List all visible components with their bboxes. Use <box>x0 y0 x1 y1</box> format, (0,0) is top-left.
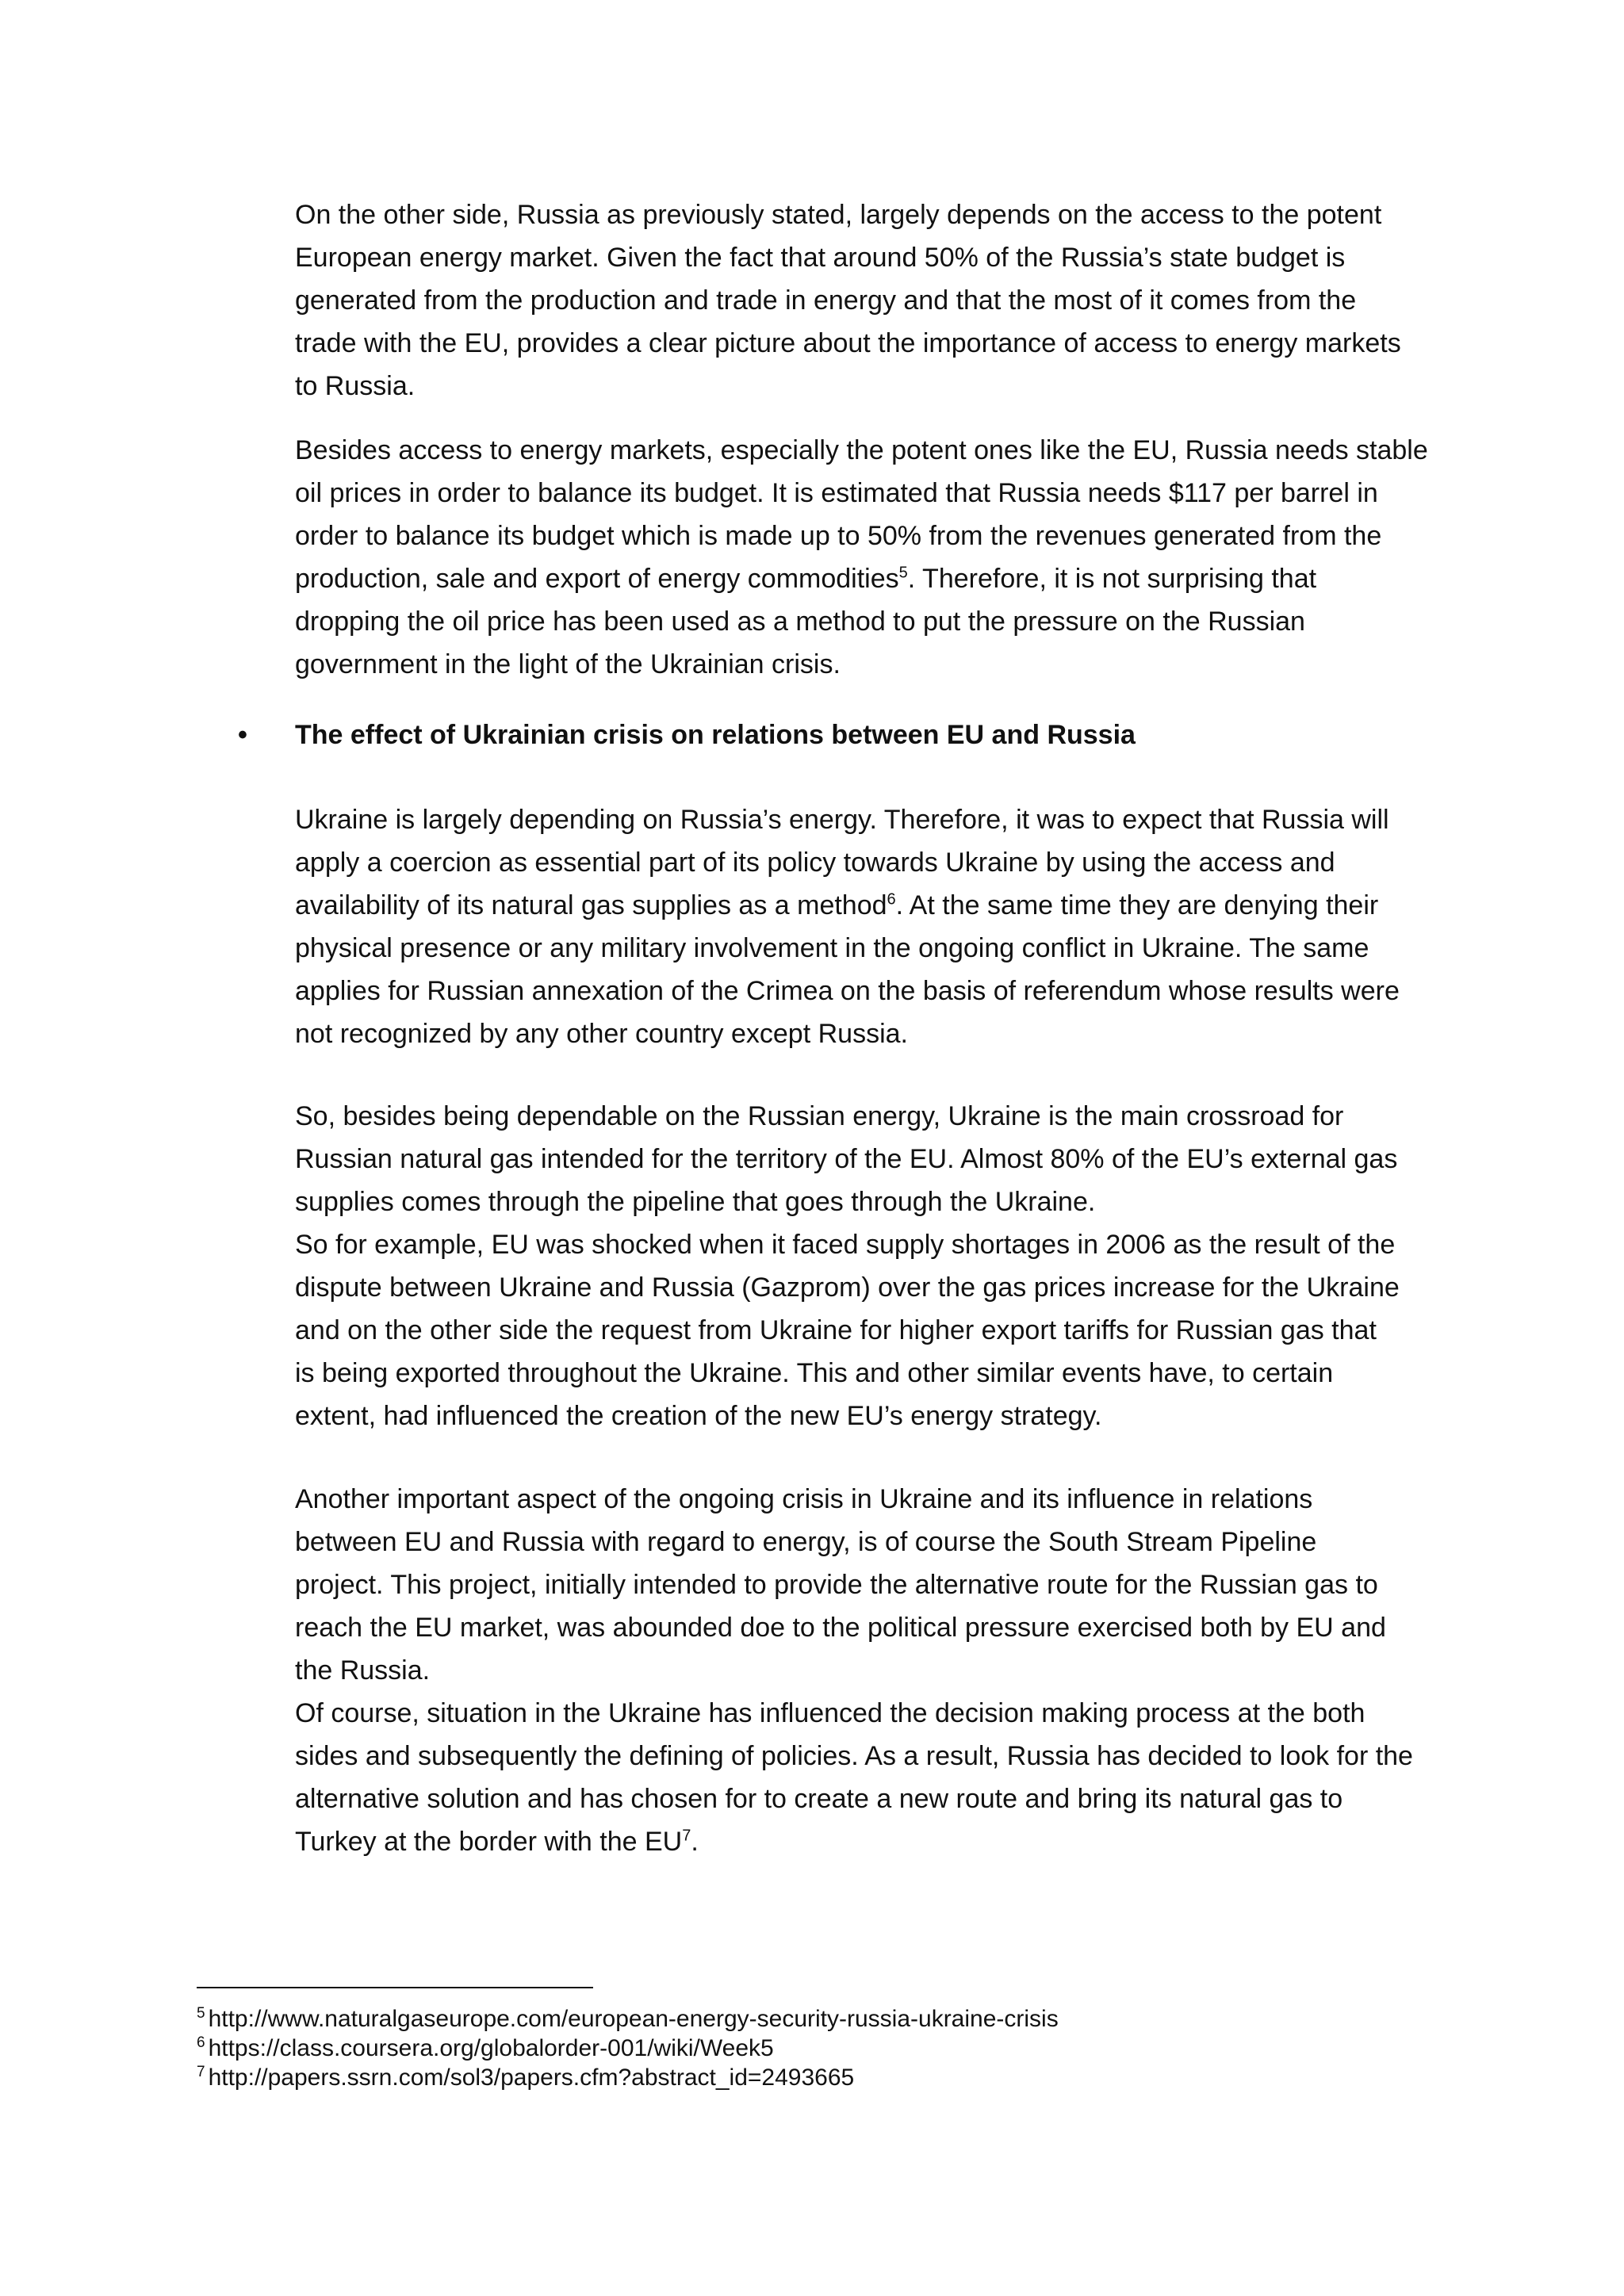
bullet-icon: • <box>238 720 247 750</box>
footnote-6 <box>197 2034 1465 2063</box>
paragraph-text: Ukraine is largely depending on Russia’s energy. Therefore, it was to expect that Russia will apply a coercion as essential part of its policy towards Ukraine by using the access and availability of its natural gas supplies as a method <box>295 805 1389 920</box>
paragraph-text: . At the same time they are denying their physical presence or any military involvement in the ongoing conflict in Ukraine. The same applies for Russian annexation of the Crimea on the basis of referendum whose results were not recognized by any other country except Russia. <box>295 890 1400 1049</box>
paragraph-text: So, besides being dependable on the Russian energy, Ukraine is the main crossroad for Russian natural gas intended for the territory of the EU. Almost 80% of the EU’s external gas supplies comes through the pipeline that goes through the Ukraine. So for example, EU was shocked when it faced supply shortages in 2006 as the result of the dispute between Ukraine and Russia (Gazprom) over the gas prices increase for the Ukraine and on the other side the request from Ukraine for higher export tariffs for Russian gas that is being exported throughout the Ukraine. This and other similar events have, to certain extent, had influenced the creation of the new EU’s energy strategy. <box>295 1101 1400 1431</box>
footnote-number: 7 <box>197 2064 205 2080</box>
footnote-ref-5[interactable]: 5 <box>898 564 908 582</box>
paragraph-south-stream <box>295 1478 1445 1863</box>
paragraph-gas-transit <box>295 1095 1445 1437</box>
footnote-number: 5 <box>197 2005 205 2022</box>
paragraph-oil-prices <box>295 429 1445 686</box>
footnote-5 <box>197 2004 1465 2034</box>
paragraph-text: . Therefore, it is not surprising that dropping the oil price has been used as a method to put the pressure on the Russian government in the light of the Ukrainian crisis. <box>295 564 1317 679</box>
paragraph-text: On the other side, Russia as previously stated, largely depends on the access to the potent European energy market. Given the fact that around 50% of the Russia’s state budget is generated from the production and trade in energy and that the most of it comes from the trade with the EU, provides a clear picture about the importance of access to energy markets to Russia. <box>295 200 1401 401</box>
footnote-link[interactable]: http://papers.ssrn.com/sol3/papers.cfm?abstract_id=2493665 <box>208 2064 855 2091</box>
paragraph-text: Another important aspect of the ongoing crisis in Ukraine and its influence in relations between EU and Russia with regard to energy, is of course the South Stream Pipeline project. This project, initially intended to provide the alternative route for the Russian gas to reach the EU market, was abounded doe to the political pressure exercised both by EU and the Russia. Of course, situation in the Ukraine has influenced the decision making process at the both sides and subsequently the defining of policies. As a result, Russia has decided to look for the alternative solution and has chosen for to create a new route and bring its natural gas to Turkey at the border with the EU <box>295 1484 1413 1857</box>
footnote-ref-7[interactable]: 7 <box>682 1827 691 1845</box>
footnote-link[interactable]: http://www.naturalgaseurope.com/european-energy-security-russia-ukraine-crisis <box>208 2006 1059 2032</box>
paragraph-text: Besides access to energy markets, especially the potent ones like the EU, Russia needs stable oil prices in order to balance its budget. It is estimated that Russia needs $117 per barrel in order to balance its budget which is made up to 50% from the revenues generated from the production, sale and export of energy commodities <box>295 435 1428 594</box>
footnote-ref-6[interactable]: 6 <box>887 890 896 909</box>
footnote-number: 6 <box>197 2034 205 2051</box>
paragraph-russia-market-access <box>295 193 1445 408</box>
footnote-7 <box>197 2063 1465 2092</box>
footnotes <box>197 2004 1465 2092</box>
footnote-link[interactable]: https://class.coursera.org/globalorder-001/wiki/Week5 <box>208 2035 774 2061</box>
footnote-separator <box>197 1987 593 1988</box>
paragraph-text: . <box>691 1827 699 1857</box>
section-heading-text: The effect of Ukrainian crisis on relations between EU and Russia <box>295 720 1136 750</box>
paragraph-ukraine-dependence <box>295 798 1445 1055</box>
